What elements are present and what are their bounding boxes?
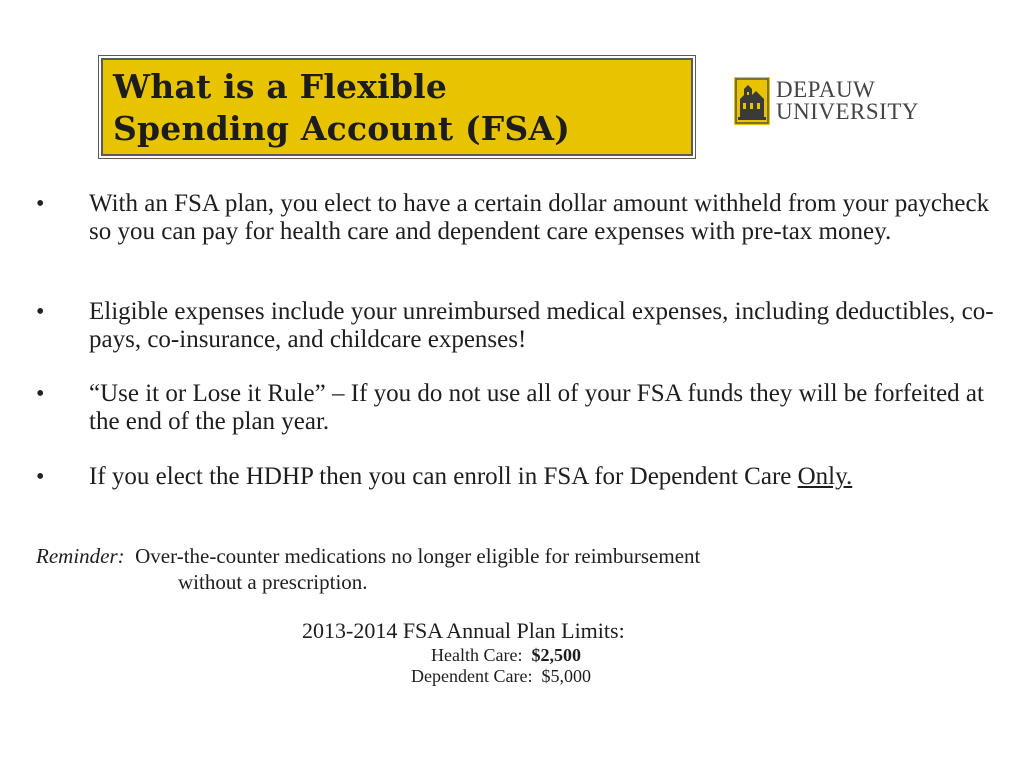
reminder-label: Reminder: <box>36 544 125 568</box>
logo-wordmark <box>776 79 919 123</box>
plan-limits-title: 2013-2014 FSA Annual Plan Limits: <box>302 618 625 643</box>
logo-line1: DEPAUW <box>776 77 876 102</box>
health-care-label: Health Care: <box>431 645 523 665</box>
bullet-text: “Use it or Lose it Rule” – If you do not use all of your FSA funds they will be forfeited at the end of the plan year. <box>89 380 984 435</box>
dependent-care-label: Dependent Care: <box>411 666 533 686</box>
depauw-building-icon <box>734 77 770 125</box>
slide-title-line1: What is a Flexible <box>113 67 448 106</box>
dependent-care-limit <box>411 665 591 687</box>
bullet-text <box>89 463 999 491</box>
reminder-line2: without a prescription. <box>178 570 368 594</box>
slide-title-line2: Spending Account (FSA) <box>113 109 571 148</box>
bullet-text-underlined: Only. <box>797 463 853 490</box>
bullet-text-main: If you elect the HDHP then you can enroll in FSA for Dependent Care <box>89 463 798 490</box>
depauw-logo <box>734 76 919 126</box>
reminder-note <box>36 543 996 595</box>
bullet-dot-icon: • <box>36 299 45 325</box>
dependent-care-value: $5,000 <box>541 666 591 686</box>
bullet-text: Eligible expenses include your unreimbursed medical expenses, including deductibles, co-pays, co-insurance, and childcare expenses! <box>89 298 994 353</box>
health-care-limit <box>431 644 581 666</box>
reminder-line1: Over-the-counter medications no longer eligible for reimbursement <box>135 544 701 568</box>
title-box <box>101 58 693 156</box>
health-care-value: $2,500 <box>531 645 581 665</box>
bullet-text: With an FSA plan, you elect to have a certain dollar amount withheld from your paycheck so you can pay for health care and dependent care expenses with pre-tax money. <box>89 190 990 245</box>
bullet-dot-icon: • <box>36 464 45 490</box>
slide-title <box>113 66 570 150</box>
logo-line2: UNIVERSITY <box>776 99 919 124</box>
bullet-dot-icon: • <box>36 191 45 217</box>
bullet-dot-icon: • <box>36 381 45 407</box>
